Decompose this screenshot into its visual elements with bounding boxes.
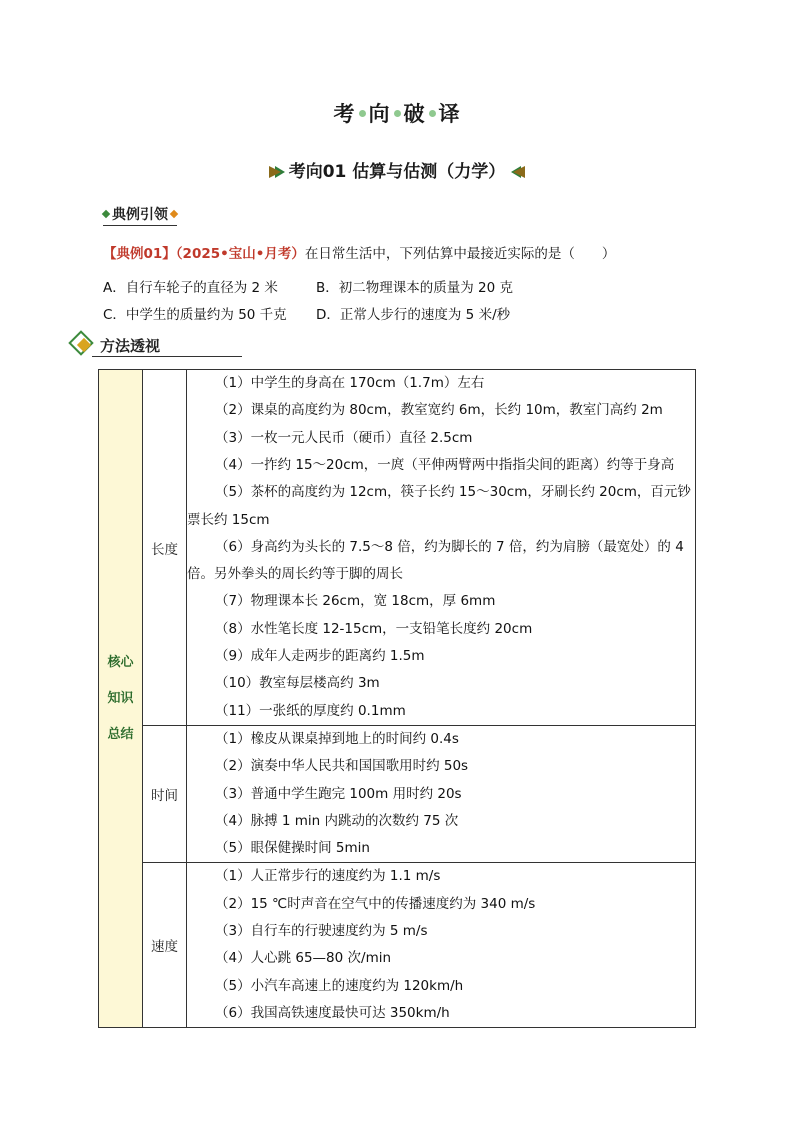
list-item: （3）普通中学生跑完 100m 用时约 20s [215,785,462,802]
title-char: 考 [333,102,356,126]
list-item: （2）课桌的高度约为 80cm，教室宽约 6m，长约 10m，教室门高约 2m [215,402,663,419]
list-item: （3）一枚一元人民币（硬币）直径 2.5cm [215,429,473,446]
diamond-icon [102,209,110,217]
section-heading [103,204,177,226]
list-item: （1）橡皮从课桌掉到地上的时间约 0.4s [215,731,459,747]
list-item: （4）人心跳 65—80 次/min [215,950,392,967]
speed-items [187,863,696,1028]
list-item: （4）脉搏 1 min 内跳动的次数约 75 次 [215,812,459,829]
time-items [187,726,696,863]
category-speed: 速度 [143,863,187,1028]
list-item: （9）成年人走两步的距离约 1.5m [215,648,425,665]
length-items [187,370,696,726]
section-label: 典例引领 [112,207,168,223]
list-item: （6）我国高铁速度最快可达 350km/h [215,1004,450,1021]
question-text: 在日常生活中，下列估算中最接近实际的是（ ） [304,246,616,262]
list-item: （2）演奏中华人民共和国国歌用时约 50s [215,758,469,775]
list-item: （5）眼保健操时间 5min [215,840,370,857]
page-title [0,98,794,128]
list-item: （3）自行车的行驶速度约为 5 m/s [215,923,428,940]
category-length: 长度 [143,370,187,726]
table-row [99,370,696,726]
method-heading [70,334,270,356]
example-tag: 【典例01】 [103,246,176,262]
list-item: （5）茶杯的高度约为 12cm，筷子长约 15～30cm，牙刷长约 20cm，百元钞票长约 15cm [187,484,691,528]
core-label-line: 总结 [107,726,134,742]
title-char: 向 [368,102,391,126]
core-label-line: 核心 [107,654,134,670]
diamond-icon [170,209,178,217]
dot-separator-icon [394,110,401,117]
list-item: （1）人正常步行的速度约为 1.1 m/s [215,868,441,885]
arrow-left-icon [513,166,525,178]
dot-separator-icon [359,110,366,117]
example-question [103,242,615,262]
title-char: 译 [438,102,461,126]
option-b: B．初二物理课本的质量为 20 克 [316,280,514,296]
table-row [99,726,696,863]
arrow-right-icon [269,166,281,178]
subtitle-text: 考向01 估算与估测（力学） [288,162,506,182]
list-item: （5）小汽车高速上的速度约为 120km/h [215,977,464,994]
list-item: （10）教室每层楼高约 3m [215,675,380,692]
table-row [99,863,696,1028]
option-a: A．自行车轮子的直径为 2 米 [103,280,278,296]
option-c: C．中学生的质量约为 50 千克 [103,307,287,323]
category-time: 时间 [143,726,187,863]
knowledge-table [98,369,696,1028]
heading-underline [92,356,242,357]
list-item: （8）水性笔长度 12-15cm，一支铅笔长度约 20cm [215,620,533,637]
title-char: 破 [403,102,426,126]
method-label: 方法透视 [100,337,161,355]
list-item: （2）15 ℃时声音在空气中的传播速度约为 340 m/s [215,895,536,912]
list-item: （7）物理课本长 26cm，宽 18cm，厚 6mm [215,593,496,610]
list-item: （11）一张纸的厚度约 0.1mm [215,702,406,719]
list-item: （1）中学生的身高在 170cm（1.7m）左右 [215,375,485,392]
example-source: （2025•宝山•月考） [175,246,305,262]
list-item: （6）身高约为头长的 7.5～8 倍，约为脚长的 7 倍，约为肩膀（最宽处）的 4 倍。另外拳头的周长约等于脚的周长 [187,538,684,583]
dot-separator-icon [429,110,436,117]
core-label-line: 知识 [107,690,134,706]
list-item: （4）一拃约 15～20cm，一庹（平伸两臂两中指指尖间的距离）约等于身高 [215,456,675,473]
core-knowledge-cell [99,370,143,1028]
option-d: D．正常人步行的速度为 5 米/秒 [316,307,511,323]
topic-subtitle [0,157,794,182]
